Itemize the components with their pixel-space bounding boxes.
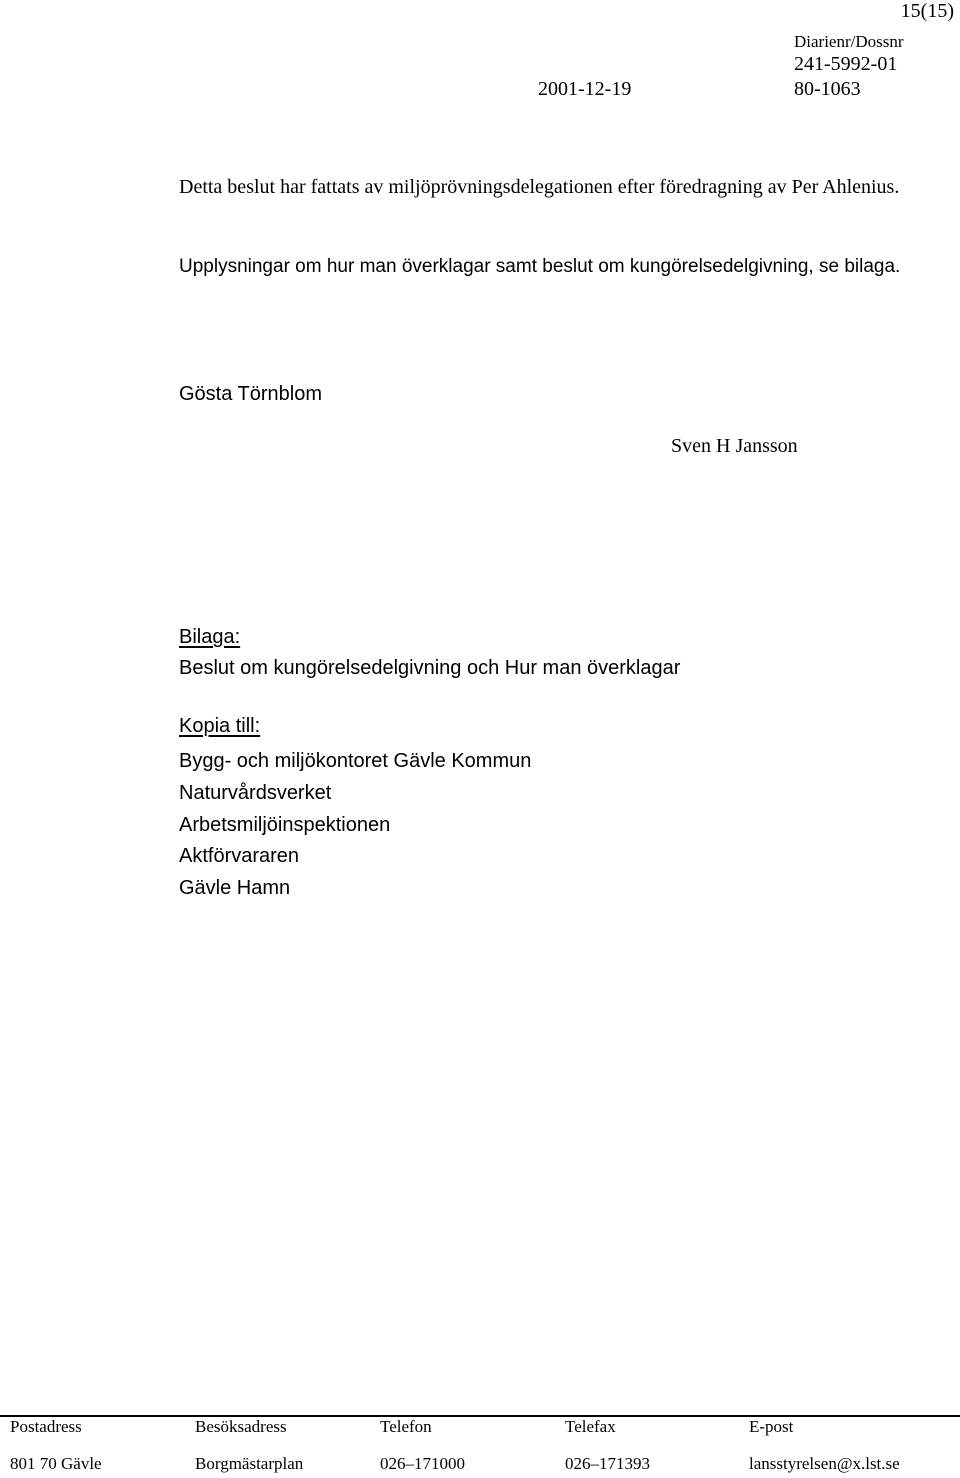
footer-phone: 026–171000 <box>380 1454 465 1473</box>
copies-recipient: Arbetsmiljöinspektionen <box>179 813 391 836</box>
footer-email[interactable]: lansstyrelsen@x.lst.se <box>749 1454 900 1473</box>
copies-recipient: Bygg- och miljökontoret Gävle Kommun <box>179 750 532 772</box>
footer-visit-address: Borgmästarplan <box>195 1454 304 1473</box>
copies-recipient: Aktförvararen <box>179 845 300 868</box>
footer-divider <box>0 1415 960 1417</box>
copies-list <box>179 746 531 905</box>
document-date: 2001-12-19 <box>538 78 632 100</box>
page-number: 15(15) <box>900 0 954 22</box>
footer-label-fax: Telefax <box>565 1417 616 1436</box>
appeal-info-paragraph: Upplysningar om hur man överklagar samt beslut om kungörelsedelgivning, se bilaga. <box>179 256 901 277</box>
footer-label-visit: Besöksadress <box>195 1417 287 1436</box>
footer-label-phone: Telefon <box>380 1417 432 1436</box>
footer-postal-address: 801 70 Gävle <box>10 1454 102 1473</box>
footer-fax: 026–171393 <box>565 1454 650 1473</box>
copies-recipient: Gävle Hamn <box>179 877 291 900</box>
copies-recipient: Naturvårdsverket <box>179 781 332 804</box>
decision-paragraph: Detta beslut har fattats av miljöprövningsdelegationen efter föredragning av Per Ahlenius. <box>179 176 900 198</box>
footer-label-postal: Postadress <box>10 1417 82 1436</box>
footer-label-email: E-post <box>749 1417 794 1436</box>
attachment-label: Bilaga: <box>179 626 241 648</box>
dossier-number: 80-1063 <box>794 78 861 100</box>
diarie-label: Diarienr/Dossnr <box>794 32 904 51</box>
copies-label: Kopia till: <box>179 715 261 737</box>
diarie-number: 241-5992-01 <box>794 53 898 75</box>
attachment-text: Beslut om kungörelsedelgivning och Hur man överklagar <box>179 657 681 679</box>
signature-second: Sven H Jansson <box>671 435 798 457</box>
signature-first: Gösta Törnblom <box>179 383 323 405</box>
